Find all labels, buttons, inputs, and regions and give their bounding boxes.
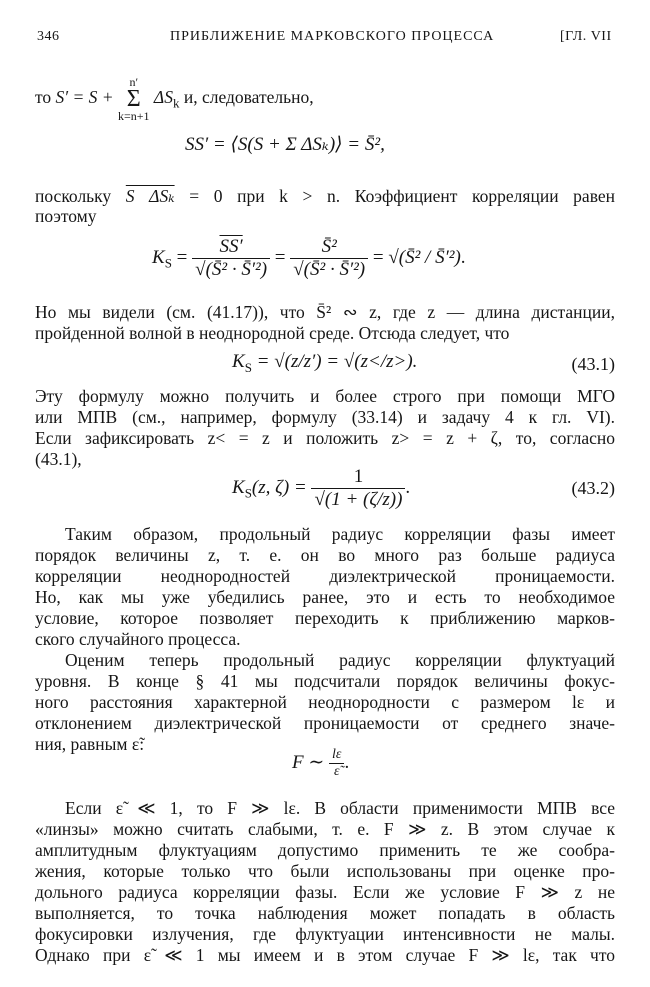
fraction-1-denominator: √(S̄² · S̄′²) bbox=[195, 259, 268, 280]
fraction-2-denominator: √(S̄² · S̄′²) bbox=[293, 259, 366, 280]
paragraph-line bbox=[35, 186, 615, 207]
inline-math: S ΔSₖ bbox=[125, 186, 175, 206]
equation-s-prime bbox=[35, 76, 615, 122]
eq432-tail: . bbox=[405, 476, 411, 498]
eq-lhs: S′ = S + bbox=[55, 87, 114, 108]
eq432-args: (z, ζ) = bbox=[251, 476, 307, 498]
eqf-numerator: lε bbox=[332, 747, 342, 762]
text-span: = 0 при k > n. Коэффициент корреляции равен bbox=[189, 186, 615, 206]
eqf-fraction bbox=[329, 747, 344, 780]
eq432-numerator: 1 bbox=[311, 466, 405, 489]
eqf-lhs: F ∼ bbox=[292, 751, 325, 773]
eqf-tail: . bbox=[344, 751, 350, 773]
paragraph-line: «линзы» можно считать слабыми, т. е. F ≫ z. В этом случае к bbox=[35, 819, 615, 839]
paragraph-line: поэтому bbox=[35, 206, 97, 226]
paragraph-line: корреляции неоднородностей диэлектрической проницаемости. bbox=[35, 566, 615, 586]
fraction-2-numerator: S̄² bbox=[321, 236, 337, 257]
eq432-denominator: √(1 + (ζ/z)) bbox=[314, 489, 403, 510]
paragraph-line: амплитудным флуктуациям допустимо применить те же сообра- bbox=[35, 840, 615, 860]
paragraph-line: ния, равным ε̃: bbox=[35, 734, 145, 754]
paragraph-line: дольного радиуса корреляции фазы. Если же условие F ≫ z не bbox=[35, 882, 615, 902]
sum-term: ΔS bbox=[153, 87, 173, 108]
paragraph-line: Однако при ε̃ ≪ 1 мы имеем и в этом случае F ≫ lε, так что bbox=[35, 945, 615, 965]
sum-upper-limit: n′ bbox=[129, 75, 139, 89]
eq431-symbol: K bbox=[232, 351, 245, 372]
ks-symbol: K bbox=[152, 246, 165, 268]
eq432-fraction bbox=[311, 466, 405, 511]
paragraph-line: Оценим теперь продольный радиус корреляции флуктуаций bbox=[65, 650, 615, 670]
paragraph-line: уровня. В конце § 41 мы подсчитали порядок величины фокус- bbox=[35, 671, 615, 691]
paragraph-line: или МПВ (см., например, формулу (33.14) и задачу 4 к гл. VI). bbox=[35, 407, 615, 427]
running-title: ПРИБЛИЖЕНИЕ МАРКОВСКОГО ПРОЦЕССА bbox=[170, 29, 495, 44]
paragraph-line: Таким образом, продольный радиус корреляции фазы имеет bbox=[65, 524, 615, 544]
text-span: поскольку bbox=[35, 186, 112, 206]
sum-lower-limit: k=n+1 bbox=[118, 109, 150, 123]
paragraph-line: Эту формулу можно получить и более строго при помощи МГО bbox=[35, 386, 615, 406]
equation-focal-length bbox=[292, 747, 349, 780]
paragraph-line: Если ε̃ ≪ 1, то F ≫ lε. В области применимости МПВ все bbox=[65, 798, 615, 818]
eqf-denominator: ε̃ bbox=[333, 764, 340, 779]
eq431-subscript: S bbox=[244, 359, 252, 375]
eq432-symbol: K bbox=[232, 476, 245, 498]
eq-lead-word: то bbox=[35, 87, 52, 108]
equation-ss-text: SS′ = ⟨S(S + Σ ΔSₖ)⟩ = S̄², bbox=[185, 134, 385, 155]
paragraph-line: жения, которые только что были использованы при оценке про- bbox=[35, 861, 615, 881]
paragraph-line: выполняется, то точка наблюдения может попадать в область bbox=[35, 903, 615, 923]
paragraph-line: условие, которое позволяет переходить к приближению марков- bbox=[35, 608, 615, 628]
paragraph-line: Если зафиксировать z< = z и положить z> = z + ζ, то, согласно bbox=[35, 428, 615, 448]
page-number: 346 bbox=[37, 29, 60, 44]
equation-ks-fractions: $K_S$ = $\frac{SS'}{\text{√(S̄² · S̄′²)}}$ = $\frac{\text{S̄²}}{\text{√(S̄² · S̄′²)}}$ = √(S̄² / S̄′²). bbox=[152, 236, 466, 280]
paragraph-line: фокусировки излучения, где флуктуации интенсивности не малы. bbox=[35, 924, 615, 944]
paragraph-line: пройденной волной в неоднородной среде. Отсюда следует, что bbox=[35, 323, 510, 343]
paragraph-line: ского случайного процесса. bbox=[35, 629, 241, 649]
fraction-1-numerator: SS′ bbox=[219, 236, 243, 257]
fraction-1 bbox=[192, 236, 270, 281]
paragraph-line: отклонением диэлектрической проницаемости от среднего значе- bbox=[35, 713, 615, 733]
sum-term-subscript: k bbox=[172, 95, 180, 111]
eq431-body: = √(z/z′) = √(z</z>). bbox=[251, 351, 418, 372]
paragraph-line: Но мы видели (см. (41.17)), что S̄² ∾ z, где z — длина дистанции, bbox=[35, 302, 615, 322]
paragraph-line: ного расстояния характерной неоднородности с размером lε и bbox=[35, 692, 615, 712]
equation-number-43-1: (43.1) bbox=[571, 354, 615, 374]
fraction-2 bbox=[290, 236, 368, 281]
paragraph-line: порядок величины z, т. е. он во много раз больше радиуса bbox=[35, 545, 615, 565]
sum-symbol: n′ Σ k=n+1 bbox=[118, 75, 150, 123]
fraction-3-root: √(S̄² / S̄′²) bbox=[388, 246, 461, 268]
ks-subscript: S bbox=[164, 255, 172, 271]
paragraph-line: (43.1), bbox=[35, 449, 82, 469]
eq-tail-text: и, следовательно, bbox=[183, 87, 314, 108]
equation-number-43-2: (43.2) bbox=[571, 478, 615, 498]
equation-43-1 bbox=[232, 351, 417, 376]
equation-43-2 bbox=[232, 466, 410, 511]
eq432-subscript: S bbox=[244, 485, 252, 501]
chapter-label: [ГЛ. VII bbox=[560, 29, 612, 44]
paragraph-line: Но, как мы уже убедились ранее, это и есть то необходимое bbox=[35, 587, 615, 607]
equation-ss-correlation bbox=[185, 133, 385, 156]
